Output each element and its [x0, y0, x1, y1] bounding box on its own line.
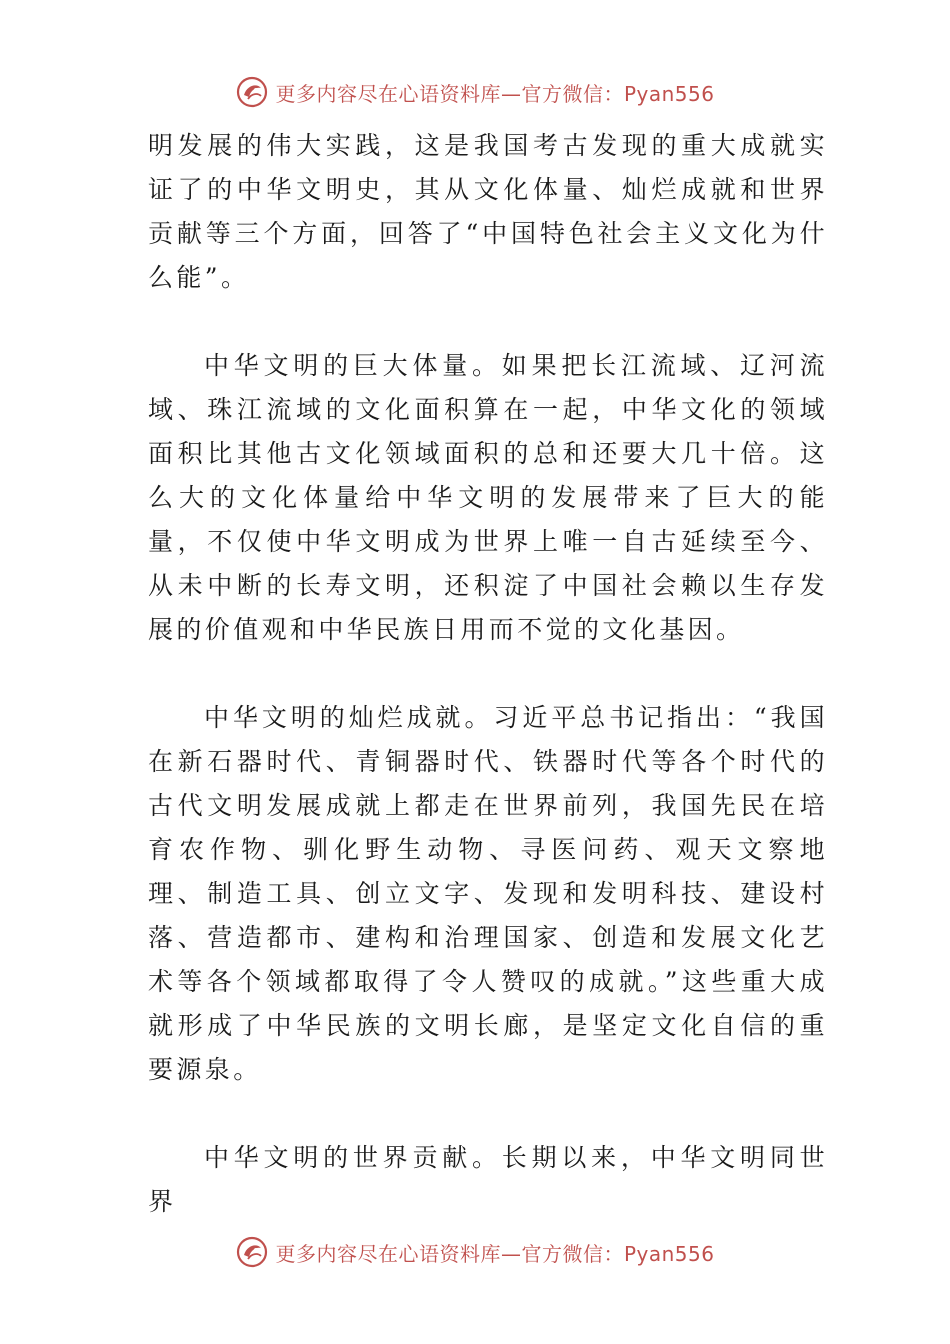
paragraph-continued: 明发展的伟大实践，这是我国考古发现的重大成就实证了的中华文明史，其从文化体量、灿烂成就和世界贡献等三个方面，回答了“中国特色社会主义文化为什么能”。 [148, 131, 828, 292]
watermark-text: 更多内容尽在心语资料库—官方微信：Pyan556 [275, 1241, 715, 1266]
paragraph-contribution: 中华文明的世界贡献。长期以来，中华文明同世界 [148, 1143, 828, 1216]
header-watermark [0, 72, 950, 112]
watermark-text: 更多内容尽在心语资料库—官方微信：Pyan556 [275, 81, 715, 106]
flower-seal-logo-icon [235, 1235, 269, 1269]
paragraph-volume: 中华文明的巨大体量。如果把长江流域、辽河流域、珠江流域的文化面积算在一起，中华文化的领域面积比其他古文化领域面积的总和还要大几十倍。这么大的文化体量给中华文明的发展带来了巨大的能量，不仅使中华文明成为世界上唯一自古延续至今、从未中断的长寿文明，还积淀了中国社会赖以生存发展的价值观和中华民族日用而不觉的文化基因。 [148, 351, 828, 644]
footer-watermark [0, 1232, 950, 1272]
flower-seal-logo-icon [235, 75, 269, 109]
paragraph-achievements: 中华文明的灿烂成就。习近平总书记指出：“我国在新石器时代、青铜器时代、铁器时代等各个时代的古代文明发展成就上都走在世界前列，我国先民在培育农作物、驯化野生动物、寻医问药、观天文察地理、制造工具、创立文字、发现和发明科技、建设村落、营造都市、建构和治理国家、创造和发展文化艺术等各个领域都取得了令人赞叹的成就。”这些重大成就形成了中华民族的文明长廊，是坚定文化自信的重要源泉。 [148, 703, 828, 1084]
document-body [148, 124, 828, 1224]
